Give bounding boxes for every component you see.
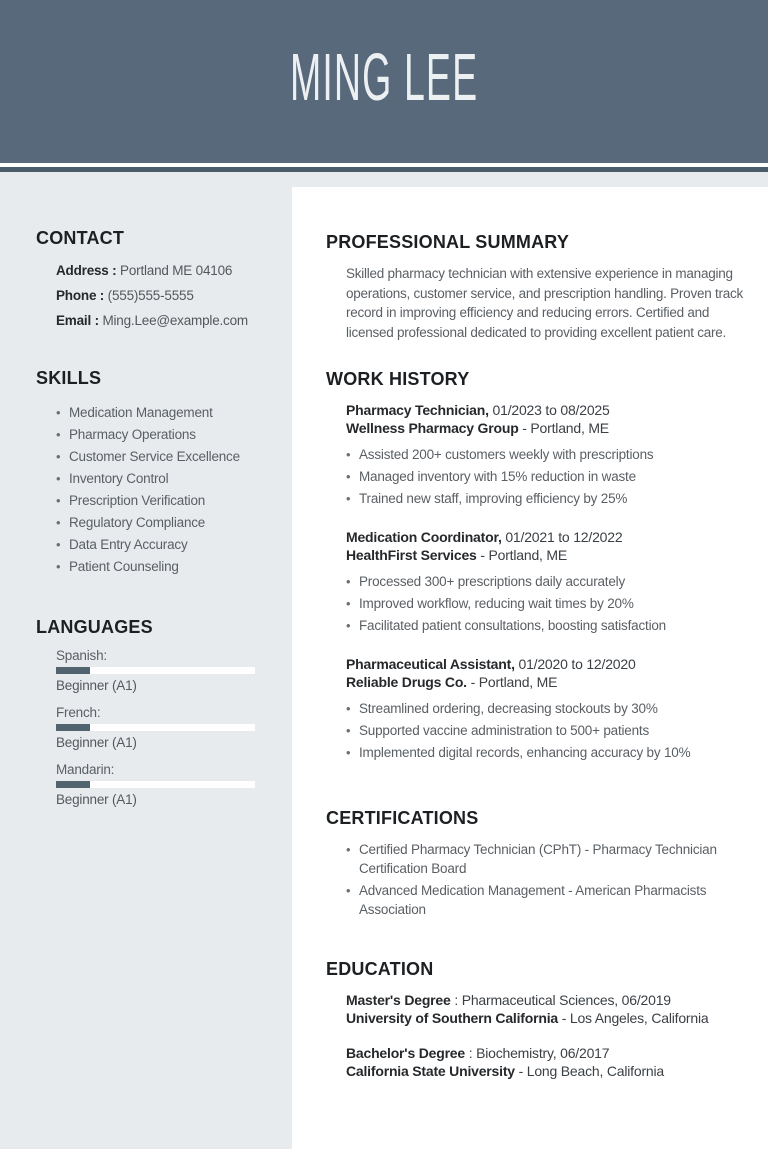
summary-text: Skilled pharmacy technician with extensive experience in managing operations, customer service, and prescription handling. Proven track record in improving efficiency and reducing errors. Certified and licensed professional dedicated to providing excellent patient care. <box>346 266 743 340</box>
job-dates: 01/2023 to 08/2025 <box>492 402 610 418</box>
language-progress-fill <box>56 667 90 674</box>
job-bullet: • Managed inventory with 15% reduction in waste <box>346 466 756 488</box>
skill-item: • Data Entry Accuracy <box>56 534 262 556</box>
job-employer: HealthFirst Services <box>346 547 477 563</box>
phone-label: Phone : <box>56 288 105 303</box>
degree-field: : Pharmaceutical Sciences, 06/2019 <box>454 992 671 1008</box>
language-entry-spanish <box>56 647 262 694</box>
job-employer: Wellness Pharmacy Group <box>346 420 519 436</box>
job-title-line <box>346 401 756 419</box>
job-title-line <box>346 528 756 546</box>
job-bullet: • Processed 300+ prescriptions daily accurately <box>346 571 756 593</box>
job-bullet-list <box>346 698 756 764</box>
job-bullet: • Assisted 200+ customers weekly with prescriptions <box>346 444 756 466</box>
job-bullet-list <box>346 444 756 510</box>
certification-item: • Certified Pharmacy Technician (CPhT) - Pharmacy Technician Certification Board <box>346 841 754 878</box>
job-title: Pharmaceutical Assistant, <box>346 656 515 672</box>
education-degree-line <box>346 1044 756 1062</box>
job-location: - Portland, ME <box>522 420 609 436</box>
skill-item: • Patient Counseling <box>56 556 262 578</box>
language-entry-french <box>56 704 262 751</box>
degree: Bachelor's Degree <box>346 1045 465 1061</box>
professional-summary-section <box>326 232 756 342</box>
languages-section <box>36 617 262 808</box>
address-value: Portland ME 04106 <box>120 263 233 278</box>
certification-item: • Advanced Medication Management - American Pharmacists Association <box>346 882 754 919</box>
language-level: Beginner (A1) <box>56 792 137 807</box>
language-progress-track <box>56 667 255 674</box>
contact-heading: CONTACT <box>36 228 125 248</box>
language-progress-fill <box>56 724 90 731</box>
contact-row-phone <box>56 287 262 304</box>
main-column <box>292 187 768 1149</box>
job-bullet: • Implemented digital records, enhancing accuracy by 10% <box>346 742 756 764</box>
skill-item: • Prescription Verification <box>56 490 262 512</box>
school-location: - Long Beach, California <box>518 1063 664 1079</box>
school-location: - Los Angeles, California <box>561 1010 709 1026</box>
job-dates: 01/2021 to 12/2022 <box>505 529 623 545</box>
job-bullet: • Supported vaccine administration to 500+ patients <box>346 720 756 742</box>
skill-item: • Customer Service Excellence <box>56 446 262 468</box>
education-section <box>326 959 756 1080</box>
languages-heading: LANGUAGES <box>36 617 153 637</box>
contact-section <box>36 228 262 329</box>
education-entry <box>346 1044 756 1080</box>
education-degree-line <box>346 991 756 1009</box>
language-name: Mandarin: <box>56 762 115 777</box>
skill-item: • Medication Management <box>56 402 262 424</box>
work-history-section <box>326 369 756 764</box>
job-entry <box>346 401 756 510</box>
job-location: - Portland, ME <box>480 547 568 563</box>
contact-row-address <box>56 262 262 279</box>
email-value: Ming.Lee@example.com <box>102 313 248 328</box>
job-employer-line <box>346 673 756 691</box>
school: University of Southern California <box>346 1010 558 1026</box>
email-label: Email : <box>56 313 99 328</box>
degree-field: : Biochemistry, 06/2017 <box>468 1045 610 1061</box>
skills-list <box>56 402 262 578</box>
job-bullet: • Trained new staff, improving efficiency by 25% <box>346 488 756 510</box>
language-name: French: <box>56 705 101 720</box>
job-dates: 01/2020 to 12/2020 <box>518 656 636 672</box>
job-bullet: • Facilitated patient consultations, boosting satisfaction <box>346 615 756 637</box>
candidate-name: MING LEE <box>289 40 479 115</box>
job-employer-line <box>346 546 756 564</box>
skill-item: • Inventory Control <box>56 468 262 490</box>
education-school-line <box>346 1062 756 1080</box>
job-employer: Reliable Drugs Co. <box>346 674 467 690</box>
job-entry <box>346 655 756 764</box>
certifications-heading: CERTIFICATIONS <box>326 808 479 828</box>
education-heading: EDUCATION <box>326 959 434 979</box>
resume-header <box>0 0 768 163</box>
education-entry <box>346 991 756 1027</box>
job-bullet: • Streamlined ordering, decreasing stockouts by 30% <box>346 698 756 720</box>
job-title-line <box>346 655 756 673</box>
education-school-line <box>346 1009 756 1027</box>
job-location: - Portland, ME <box>470 674 558 690</box>
skill-item: • Regulatory Compliance <box>56 512 262 534</box>
certifications-section <box>326 808 756 919</box>
skills-heading: SKILLS <box>36 368 102 388</box>
address-label: Address : <box>56 263 117 278</box>
job-title: Pharmacy Technician, <box>346 402 489 418</box>
job-employer-line <box>346 419 756 437</box>
language-progress-track <box>56 724 255 731</box>
resume-body <box>0 172 768 1149</box>
language-level: Beginner (A1) <box>56 678 137 693</box>
job-bullet-list <box>346 571 756 637</box>
job-title: Medication Coordinator, <box>346 529 502 545</box>
language-progress-track <box>56 781 255 788</box>
certifications-list <box>346 841 754 919</box>
language-progress-fill <box>56 781 90 788</box>
language-level: Beginner (A1) <box>56 735 137 750</box>
phone-value: (555)555-5555 <box>107 288 194 303</box>
skill-item: • Pharmacy Operations <box>56 424 262 446</box>
job-bullet: • Improved workflow, reducing wait times by 20% <box>346 593 756 615</box>
school: California State University <box>346 1063 515 1079</box>
sidebar <box>0 172 292 1149</box>
skills-section <box>36 368 262 578</box>
contact-row-email <box>56 312 262 329</box>
degree: Master's Degree <box>346 992 451 1008</box>
job-entry <box>346 528 756 637</box>
language-entry-mandarin <box>56 761 262 808</box>
language-name: Spanish: <box>56 648 107 663</box>
summary-heading: PROFESSIONAL SUMMARY <box>326 232 570 252</box>
work-history-heading: WORK HISTORY <box>326 369 470 389</box>
contact-list <box>56 262 262 329</box>
